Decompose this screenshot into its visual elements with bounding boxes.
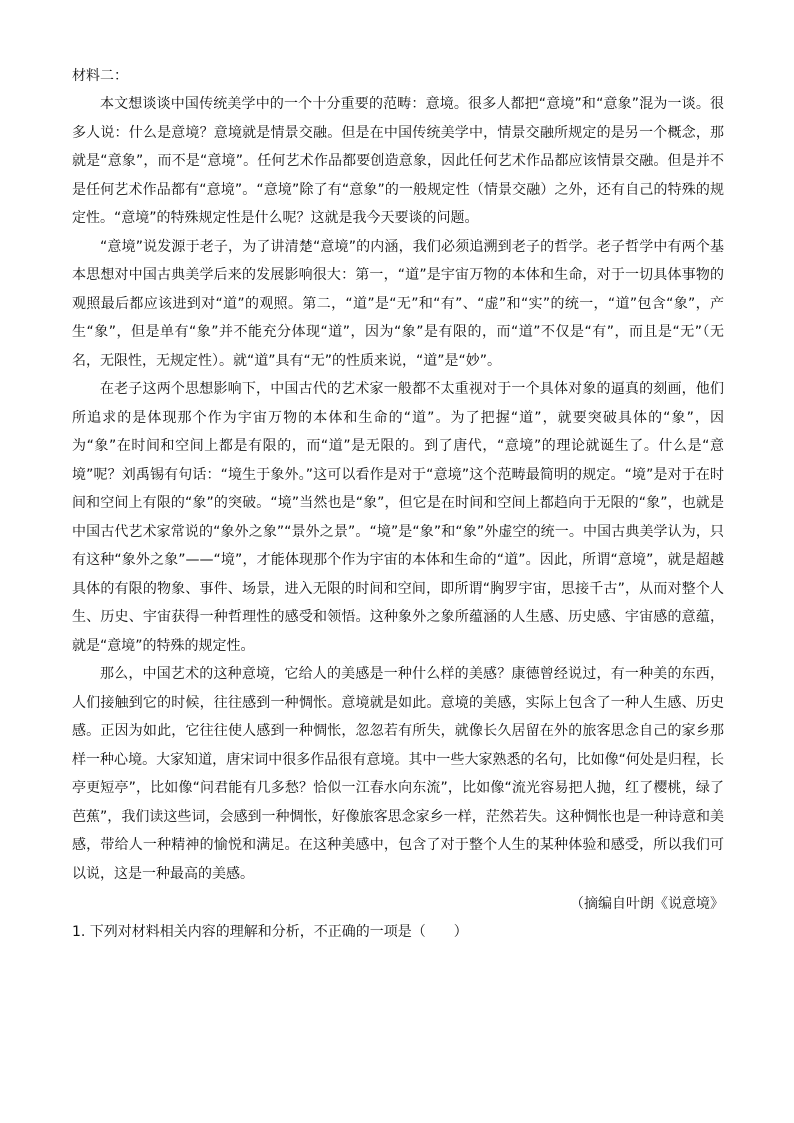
source-citation: （摘编自叶朗《说意境》: [570, 896, 724, 912]
paragraph-3: 在老子这两个思想影响下，中国古代的艺术家一般都不太重视对于一个具体对象的逼真的刻画，他们所追求的是体现那个作为宇宙万物的本体和生命的“道”。为了把握“道”，就要突破具体的“象”，因为“象”在时间和空间上都是有限的，而“道”是无限的。到了唐代，“意境”的理论就诞生了。什么是“意境”呢？刘禹锡有句话：“境生于象外。”这可以看作是对于“意境”这个范畴最简明的规定。“境”是对于在时间和空间上有限的“象”的突破。“境”当然也是“象”，但它是在时间和空间上都趋向于无限的“象”，也就是中国古代艺术家常说的“象外之象”“景外之景”。“境”是“象”和“象”外虚空的统一。中国古典美学认为，只有这种“象外之象”——“境”，才能体现那个作为宇宙的本体和生命的“道”。因此，所谓“意境”，就是超越具体的有限的物象、事件、场景，进入无限的时间和空间，即所谓“胸罗宇宙，思接千古”，从而对整个人生、历史、宇宙获得一种哲理性的感受和领悟。这种象外之象所蕴涵的人生感、历史感、宇宙感的意蕴，就是“意境”的特殊的规定性。: [72, 381, 724, 654]
paragraph-4: 那么，中国艺术的这种意境，它给人的美感是一种什么样的美感？康德曾经说过，有一种美的东西，人们接触到它的时候，往往感到一种惆怅。意境就是如此。意境的美感，实际上包含了一种人生感、历史感。正因为如此，它往往使人感到一种惆怅，忽忽若有所失，就像长久居留在外的旅客思念自己的家乡那样一种心境。大家知道，唐宋词中很多作品很有意境。其中一些大家熟悉的名句，比如像“何处是归程，长亭更短亭”，比如像“问君能有几多愁？恰似一江春水向东流”，比如像“流光容易把人抛，红了樱桃，绿了芭蕉”，我们读这些词，会感到一种惆怅，好像旅客思念家乡一样，茫然若失。这种惆怅也是一种诗意和美感，带给人一种精神的愉悦和满足。在这种美感中，包含了对于整个人生的某种体验和感受，所以我们可以说，这是一种最高的美感。: [72, 666, 724, 882]
document-page: [72, 62, 724, 946]
material-label: 材料二：: [72, 68, 128, 84]
question-1: 1. 下列对材料相关内容的理解和分析，不正确的一项是（ ）: [72, 924, 468, 940]
paragraph-2: “意境”说发源于老子，为了讲清楚“意境”的内涵，我们必须追溯到老子的哲学。老子哲学中有两个基本思想对中国古典美学后来的发展影响很大：第一，“道”是宇宙万物的本体和生命，对于一切具体事物的观照最后都应该进到对“道”的观照。第二，“道”是“无”和“有”、“虚”和“实”的统一，“道”包含“象”，产生“象”，但是单有“象”并不能充分体现“道”，因为“象”是有限的，而“道”不仅是“有”，而且是“无”（无名，无限性，无规定性）。就“道”具有“无”的性质来说，“道”是“妙”。: [72, 238, 724, 369]
paragraph-1: 本文想谈谈中国传统美学中的一个十分重要的范畴：意境。很多人都把“意境”和“意象”混为一谈。很多人说：什么是意境？意境就是情景交融。但是在中国传统美学中，情景交融所规定的是另一个概念，那就是“意象”，而不是“意境”。任何艺术作品都要创造意象，因此任何艺术作品都应该情景交融。但是并不是任何艺术作品都有“意境”。“意境”除了有“意象”的一般规定性（情景交融）之外，还有自己的特殊的规定性。“意境”的特殊规定性是什么呢？这就是我今天要谈的问题。: [72, 96, 724, 226]
